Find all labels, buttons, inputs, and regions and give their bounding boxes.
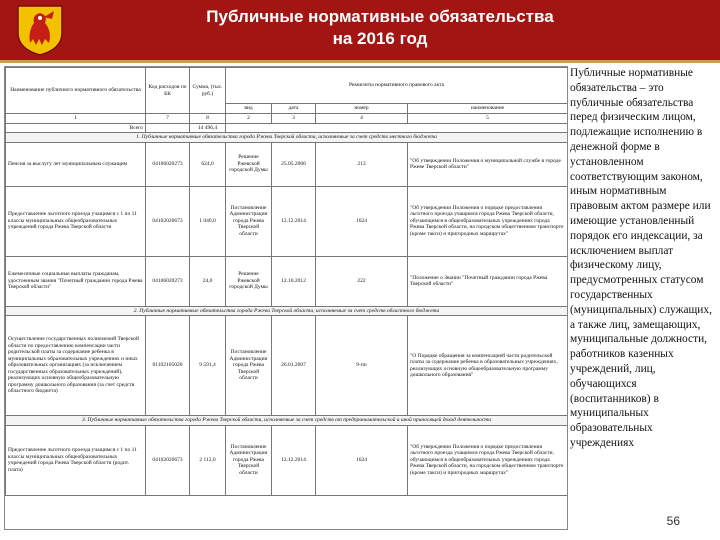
row-code: 01102105020	[146, 316, 190, 416]
row-title: "Положение о Звании "Почетный гражданин города Ржева Тверской области"	[408, 256, 568, 306]
header-code: Код расходов по БК	[146, 68, 190, 114]
row-title: "О Порядке обращения за компенсацией части родительской платы за содержание ребенка в образовательных учреждениях, реализующих основную общеобразовательную программу дошкольного образования"	[408, 316, 568, 416]
total-value: 14 496,4	[190, 123, 226, 133]
row-number: 1624	[316, 186, 408, 256]
table-row	[6, 142, 568, 186]
section-heading-1: 1. Публичные нормативные обязательства города Ржева Тверской области, исполняемые за счет средств местного бюджета	[6, 133, 568, 143]
colnum-5: 5	[408, 114, 568, 124]
row-name: Ежемесячные социальные выплаты гражданам, удостоенным звания "Почетный гражданин города Ржева Тверской области"	[6, 256, 146, 306]
total-code	[146, 123, 190, 133]
row-code: 04102020673	[146, 425, 190, 495]
row-date: 12.12.2014	[272, 425, 316, 495]
table-row	[6, 186, 568, 256]
row-code: 04106020273	[146, 142, 190, 186]
section-heading-3: 3. Публичные нормативные обязательства города Ржева Тверской области, исполняемые за счет средств от предпринимательской и иной приносящей доход деятельности	[6, 416, 568, 426]
row-code: 04102020673	[146, 186, 190, 256]
row-date: 12.12.2014	[272, 186, 316, 256]
row-type: Решение Ржевской городской Думы	[226, 142, 272, 186]
document-table-scan	[4, 66, 568, 530]
row-number: 9-пп	[316, 316, 408, 416]
row-name: Пенсия за выслугу лет муниципальным служащим	[6, 142, 146, 186]
header-requisites: Реквизиты нормативного правового акта	[226, 68, 568, 104]
definition-text: Публичные нормативные обязательства – это публичные обязательства перед физическим лицом, подлежащие исполнению в денежной форме в установленном соответствующим законом, иным нормативным правовым актом размере или имеющие установленный порядок его индексации, за исключением выплат физическому лицу, предусмотренных статусом государственных (муниципальных) служащих, а также лиц, замещающих, муниципальные должности, работников казенных учреждений, лиц, обучающихся (воспитанников) в муниципальных образовательных учреждениях	[570, 67, 712, 449]
row-number: 1624	[316, 425, 408, 495]
row-sum: 1 040,0	[190, 186, 226, 256]
row-title: "Об утверждении Положения о порядке предоставления льготного проезда учащимся города Ржева Тверской области, обучающимся в общеобразовательных учреждениях города Ржева Тверской области, на городском общественном транспорте (кроме такси) и пригородных маршрутах"	[408, 186, 568, 256]
row-date: 26.01.2007	[272, 316, 316, 416]
colnum-4: 4	[316, 114, 408, 124]
section-heading-2: 2. Публичные нормативные обязательства города Ржева Тверской области, исполняемые за счет средств областного бюджета	[6, 306, 568, 316]
row-type: Постановление Администрации города Ржева Тверской области	[226, 316, 272, 416]
row-type: Постановление Администрации города Ржева Тверской области	[226, 186, 272, 256]
row-sum: 624,0	[190, 142, 226, 186]
row-title: "Об утверждении Положения о муниципальной службе в городе Ржеве Тверской области"	[408, 142, 568, 186]
row-sum: 9 591,4	[190, 316, 226, 416]
colnum-3: 3	[272, 114, 316, 124]
page-title	[120, 6, 640, 50]
page-number: 56	[666, 514, 680, 528]
total-label: Всего	[6, 123, 146, 133]
row-sum: 24,0	[190, 256, 226, 306]
header-title: наименование	[408, 104, 568, 114]
row-name: Предоставление льготного проезда учащимся с 1 по 11 классы муниципальных общеобразовательных учреждений города Ржева Тверской области (родит. плата)	[6, 425, 146, 495]
coat-of-arms-icon	[14, 3, 66, 57]
row-sum: 2 112,0	[190, 425, 226, 495]
table-row	[6, 316, 568, 416]
colnum-7: 7	[146, 114, 190, 124]
colnum-8: 8	[190, 114, 226, 124]
row-name: Осуществление государственных полномочий Тверской области по предоставлению компенсации части родительской платы за содержание ребенка в муниципальных образовательных учреждениях и иных образовательных организациях (за исключением государственных образовательных учреждений), реализующих основную общеобразовательную программу дошкольного образования (за счет средств областного бюджета)	[6, 316, 146, 416]
row-date: 25.05.2006	[272, 142, 316, 186]
header-date: дата	[272, 104, 316, 114]
row-type: Постановление Администрации города Ржева Тверской области	[226, 425, 272, 495]
row-name: Предоставление льготного проезда учащимся с 1 по 11 классы муниципальных общеобразовательных учреждений города Ржева Тверской области	[6, 186, 146, 256]
row-code: 04106020273	[146, 256, 190, 306]
header-number: номер	[316, 104, 408, 114]
obligations-table	[5, 67, 568, 496]
row-type: Решение Ржевской городской Думы	[226, 256, 272, 306]
row-number: 222	[316, 256, 408, 306]
title-line-2: на 2016 год	[332, 29, 428, 48]
header-type: вид	[226, 104, 272, 114]
header-name: Наименование публичного нормативного обязательства	[6, 68, 146, 114]
table-row	[6, 256, 568, 306]
table-row	[6, 425, 568, 495]
row-date: 12.10.2012	[272, 256, 316, 306]
title-line-1: Публичные нормативные обязательства	[206, 7, 554, 26]
row-number: 213	[316, 142, 408, 186]
total-filler	[226, 123, 568, 133]
header-bar	[0, 0, 720, 63]
colnum-2: 2	[226, 114, 272, 124]
colnum-1: 1	[6, 114, 146, 124]
row-title: "Об утверждении Положения о порядке предоставления льготного проезда учащимся города Ржева Тверской области, обучающимся в общеобразовательных учреждениях города Ржева Тверской области, на городском общественном транспорте (кроме такси) и пригородных маршрутах"	[408, 425, 568, 495]
header-sum: Сумма, (тыс. руб.)	[190, 68, 226, 114]
